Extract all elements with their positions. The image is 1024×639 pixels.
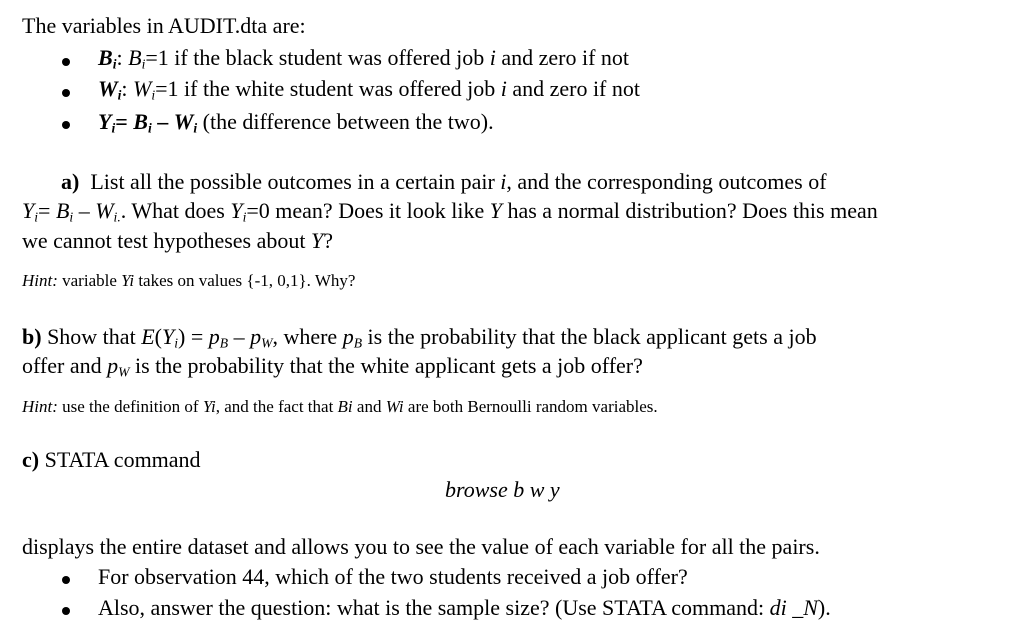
part-a-hint: Hint: variable Yi takes on values {-1, 0,1}. Why? xyxy=(22,271,356,290)
part-c-bullet1: For observation 44, which of the two students received a job offer? xyxy=(98,564,688,589)
bullet-icon xyxy=(62,89,70,97)
variable-b-definition: $B_i$: $B_i=1$ if the black student was offered job i and zero if not xyxy=(98,45,630,72)
variable-w-definition: $W_i$: $W_i=1$ if the white student was offered job i and zero if not xyxy=(98,76,640,103)
variable-y-definition: $Y_i= B_i - W_i$ (the difference between the two). xyxy=(98,109,494,136)
part-c-label: c) xyxy=(22,447,40,472)
part-b-line2: offer and $p_W$ is the probability that the white applicant gets a job offer? xyxy=(22,353,643,380)
part-b-hint: Hint: use the definition of Yi, and the fact that Bi and Wi are both Bernoulli random variables. xyxy=(22,397,658,416)
bullet-icon xyxy=(62,121,70,129)
part-c-line1: c) STATA command xyxy=(22,447,201,472)
stata-command: browse b w y xyxy=(445,477,560,502)
part-a-line3: we cannot test hypotheses about Y? xyxy=(22,228,334,253)
part-a-label: a) xyxy=(61,169,80,194)
part-a-line1: a) List all the possible outcomes in a certain pair i, and the corresponding outcomes of xyxy=(61,169,827,194)
part-b-line1: b) Show that $E(Y_i) = p_B - p_W$, where $p_B$ is the probability that the black applicant gets a job xyxy=(22,324,817,351)
part-a-line2: $Y_i= B_i - W_{i.}$. What does $Y_i=0$ mean? Does it look like Y has a normal distribution? Does this mean xyxy=(22,198,878,225)
bullet-icon xyxy=(62,58,70,66)
part-c-bullet2: Also, answer the question: what is the sample size? (Use STATA command: di _N). xyxy=(98,595,831,620)
bullet-icon xyxy=(62,576,70,584)
bullet-icon xyxy=(62,607,70,615)
intro-text: The variables in AUDIT.dta are: xyxy=(22,13,306,38)
part-c-after: displays the entire dataset and allows you to see the value of each variable for all the pairs. xyxy=(22,534,820,559)
part-b-label: b) xyxy=(22,324,42,349)
